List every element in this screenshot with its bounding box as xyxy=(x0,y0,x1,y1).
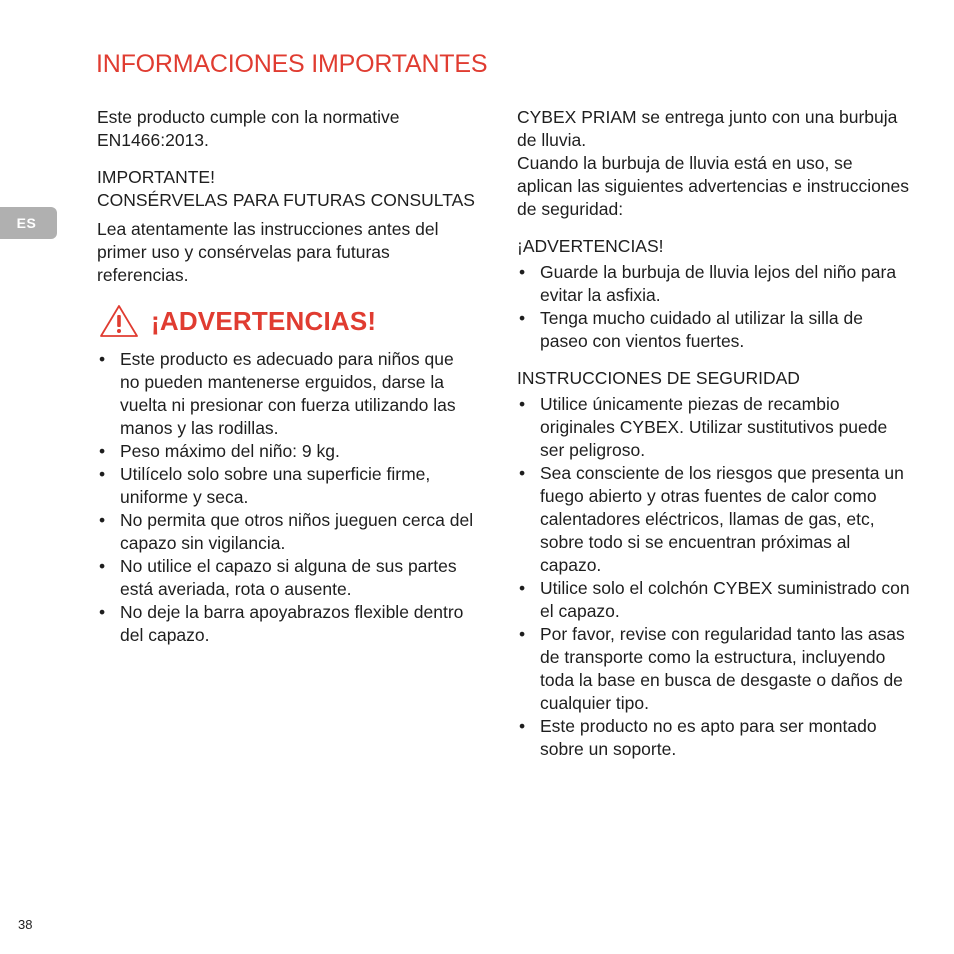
list-item: • Por favor, revise con regularidad tanto las asas de transporte como la estructura, incluyendo toda la base en busca de desgaste o daños de cualquier tipo. xyxy=(519,624,905,713)
rain-cover-usage: Cuando la burbuja de lluvia está en uso, se aplican las siguientes advertencias e instrucciones de seguridad: xyxy=(517,153,910,219)
page-number: 38 xyxy=(18,917,33,932)
warning-heading xyxy=(99,304,477,338)
safety-heading: INSTRUCCIONES DE SEGURIDAD xyxy=(517,368,800,388)
warning-heading-text: ¡ADVERTENCIAS! xyxy=(151,305,377,336)
list-item: • Utilícelo solo sobre una superficie firme, uniforme y seca. xyxy=(99,464,431,507)
list-item: • No utilice el capazo si alguna de sus partes está averiada, rota o ausente. xyxy=(99,556,457,599)
list-item: • No permita que otros niños jueguen cerca del capazo sin vigilancia. xyxy=(99,510,474,553)
warning-list xyxy=(97,348,477,647)
rain-cover-intro: CYBEX PRIAM se entrega junto con una burbuja de lluvia. xyxy=(517,107,898,150)
list-item: • Utilice únicamente piezas de recambio originales CYBEX. Utilizar sustitutivos puede ser peligroso. xyxy=(519,394,888,460)
language-tab: ES xyxy=(0,207,57,239)
page-title: INFORMACIONES IMPORTANTES xyxy=(96,50,488,78)
list-item: • Peso máximo del niño: 9 kg. xyxy=(99,441,340,461)
list-item: • Utilice solo el colchón CYBEX suministrado con el capazo. xyxy=(519,578,910,621)
list-item: • Este producto no es apto para ser montado sobre un soporte. xyxy=(519,716,877,759)
warnings-heading: ¡ADVERTENCIAS! xyxy=(517,236,664,256)
rain-cover-warning-list xyxy=(517,261,912,353)
important-label: IMPORTANTE! xyxy=(97,167,215,187)
warning-triangle-icon xyxy=(99,304,139,338)
list-item: • Este producto es adecuado para niños que no pueden mantenerse erguidos, darse la vuelta ni presionar con fuerza utilizando las manos y las rodillas. xyxy=(99,349,456,438)
list-item: • No deje la barra apoyabrazos flexible dentro del capazo. xyxy=(99,602,464,645)
safety-list xyxy=(517,393,912,761)
list-item: • Sea consciente de los riesgos que presenta un fuego abierto y otras fuentes de calor como calentadores eléctricos, llamas de gas, etc, sobre todo si se encuentran próximas al capazo. xyxy=(519,463,904,575)
compliance-text: Este producto cumple con la normative EN1466:2013. xyxy=(97,107,400,150)
list-item: • Guarde la burbuja de lluvia lejos del niño para evitar la asfixia. xyxy=(519,262,897,305)
left-column xyxy=(97,106,477,647)
right-column xyxy=(517,106,912,761)
list-item: • Tenga mucho cuidado al utilizar la silla de paseo con vientos fuertes. xyxy=(519,308,863,351)
read-instructions-text: Lea atentamente las instrucciones antes del primer uso y consérvelas para futuras referencias. xyxy=(97,219,439,285)
keep-label: CONSÉRVELAS PARA FUTURAS CONSULTAS xyxy=(97,190,475,210)
